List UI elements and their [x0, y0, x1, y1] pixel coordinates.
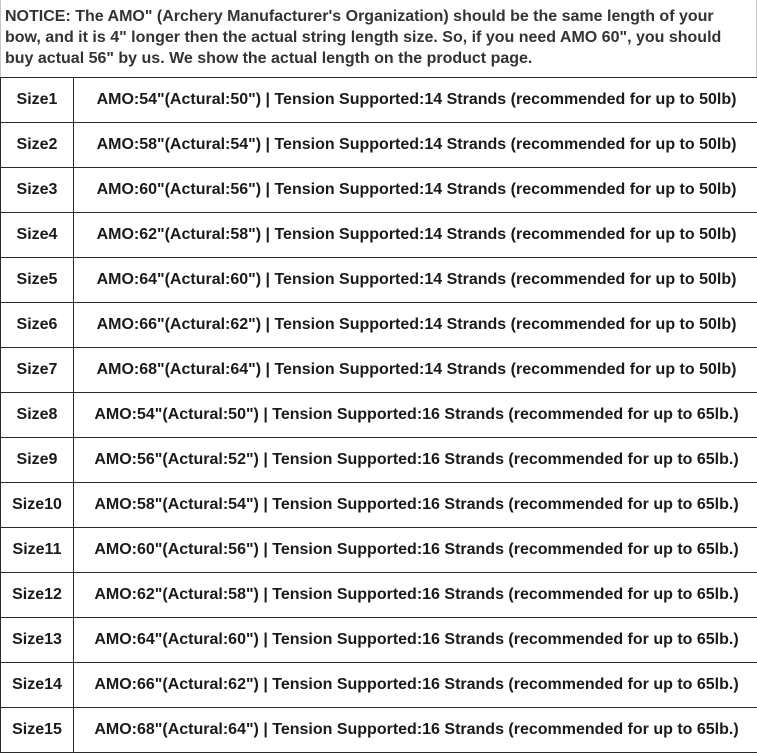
- size-label: Size12: [1, 573, 74, 618]
- size-description: AMO:60"(Actural:56") | Tension Supported:14 Strands (recommended for up to 50lb): [74, 168, 757, 213]
- size-label: Size7: [1, 348, 74, 393]
- table-row: [1, 618, 757, 663]
- table-row: [1, 573, 757, 618]
- size-label: Size10: [1, 483, 74, 528]
- table-row: [1, 528, 757, 573]
- size-label: Size6: [1, 303, 74, 348]
- table-row: [1, 708, 757, 753]
- size-description: AMO:66"(Actural:62") | Tension Supported:16 Strands (recommended for up to 65lb.): [74, 663, 757, 708]
- table-row: [1, 438, 757, 483]
- size-description: AMO:62"(Actural:58") | Tension Supported:16 Strands (recommended for up to 65lb.): [74, 573, 757, 618]
- size-description: AMO:54"(Actural:50") | Tension Supported:16 Strands (recommended for up to 65lb.): [74, 393, 757, 438]
- size-description: AMO:64"(Actural:60") | Tension Supported:16 Strands (recommended for up to 65lb.): [74, 618, 757, 663]
- notice-text: NOTICE: The AMO" (Archery Manufacturer's Organization) should be the same length of your bow, and it is 4" longer then the actual string length size. So, if you need AMO 60", you should buy actual 56" by us. We show the actual length on the product page.: [0, 0, 757, 77]
- size-label: Size2: [1, 123, 74, 168]
- size-description: AMO:68"(Actural:64") | Tension Supported:14 Strands (recommended for up to 50lb): [74, 348, 757, 393]
- size-description: AMO:54"(Actural:50") | Tension Supported:14 Strands (recommended for up to 50lb): [74, 78, 757, 123]
- size-description: AMO:58"(Actural:54") | Tension Supported:14 Strands (recommended for up to 50lb): [74, 123, 757, 168]
- size-table: [0, 77, 757, 753]
- size-label: Size11: [1, 528, 74, 573]
- size-description: AMO:58"(Actural:54") | Tension Supported:16 Strands (recommended for up to 65lb.): [74, 483, 757, 528]
- size-label: Size3: [1, 168, 74, 213]
- table-row: [1, 78, 757, 123]
- size-description: AMO:66"(Actural:62") | Tension Supported:14 Strands (recommended for up to 50lb): [74, 303, 757, 348]
- table-row: [1, 393, 757, 438]
- size-label: Size1: [1, 78, 74, 123]
- size-label: Size13: [1, 618, 74, 663]
- size-label: Size5: [1, 258, 74, 303]
- size-label: Size4: [1, 213, 74, 258]
- table-row: [1, 303, 757, 348]
- size-label: Size14: [1, 663, 74, 708]
- table-row: [1, 123, 757, 168]
- size-description: AMO:60"(Actural:56") | Tension Supported:16 Strands (recommended for up to 65lb.): [74, 528, 757, 573]
- size-table-body: [1, 78, 757, 753]
- size-description: AMO:64"(Actural:60") | Tension Supported:14 Strands (recommended for up to 50lb): [74, 258, 757, 303]
- size-description: AMO:62"(Actural:58") | Tension Supported:14 Strands (recommended for up to 50lb): [74, 213, 757, 258]
- size-label: Size9: [1, 438, 74, 483]
- size-label: Size15: [1, 708, 74, 753]
- size-description: AMO:56"(Actural:52") | Tension Supported:16 Strands (recommended for up to 65lb.): [74, 438, 757, 483]
- table-row: [1, 663, 757, 708]
- table-row: [1, 258, 757, 303]
- table-row: [1, 213, 757, 258]
- table-row: [1, 348, 757, 393]
- table-row: [1, 168, 757, 213]
- table-row: [1, 483, 757, 528]
- size-description: AMO:68"(Actural:64") | Tension Supported:16 Strands (recommended for up to 65lb.): [74, 708, 757, 753]
- size-label: Size8: [1, 393, 74, 438]
